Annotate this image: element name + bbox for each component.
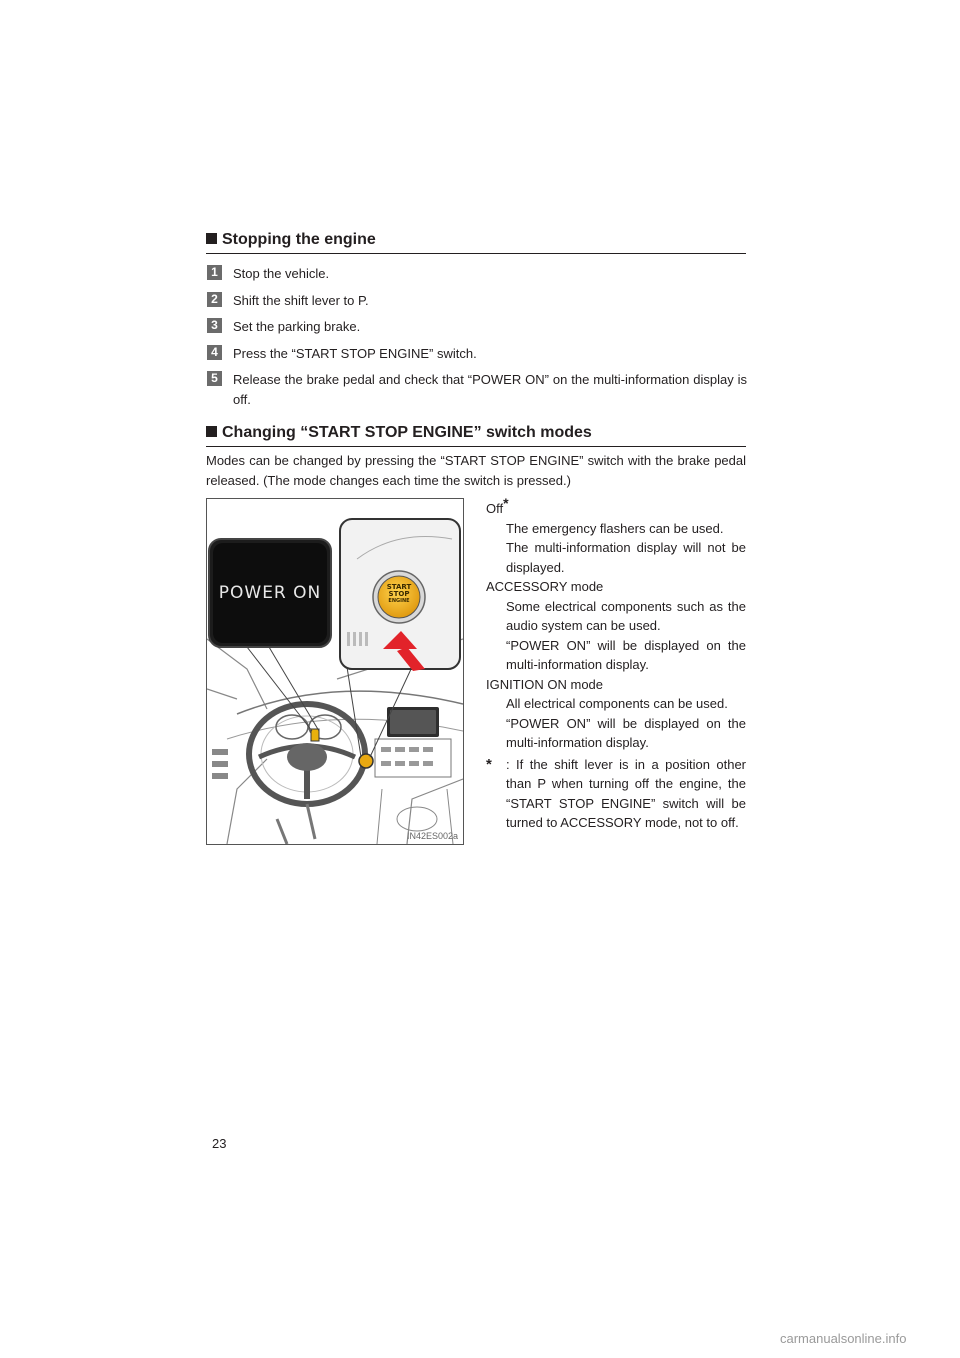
figure-code: IN42ES002a bbox=[406, 831, 458, 841]
mode-off-title: Off* bbox=[486, 495, 509, 516]
mode-ignition-desc-1: All electrical components can be used. bbox=[506, 696, 728, 711]
mode-accessory-title: ACCESSORY mode bbox=[486, 579, 604, 594]
watermark-link[interactable]: carmanualsonline.info bbox=[780, 1331, 907, 1346]
square-bullet-icon bbox=[206, 233, 217, 244]
mode-ignition-title: IGNITION ON mode bbox=[486, 676, 604, 692]
modes-description-column bbox=[486, 494, 746, 833]
power-on-display-text: POWER ON bbox=[218, 583, 322, 603]
square-bullet-icon bbox=[206, 426, 217, 437]
page-number: 23 bbox=[212, 1136, 227, 1151]
modes-intro-paragraph: Modes can be changed by pressing the “START STOP ENGINE” switch with the brake pedal released. (The mode changes each time the switch is pressed.) bbox=[206, 453, 746, 488]
manual-page: Stopping the engine 1 Stop the vehicle. 2 Shift the shift lever to P. 3 Set the parking brake. 4 Press the “START STOP ENGINE” switch. 5 Release the brake pedal and check that “POWER ON” on the multi-information display is off. Changing “START STOP ENGINE” switch modes Modes can be changed by pressing the “START STOP ENGINE” switch with the brake pedal released. (The mode changes each time the switch is pressed.) POWER ON START STOP ENGINE IN42ES002a Off* The emergency flashers can be used. The multi-information display will not be displayed. ACCESSORY mode Some electrical components such as the audio system can be used. “POWER ON” will be displayed on the multi-information display. IGNITION ON mode All electrical components can be used. “POWER ON” will be displayed on the multi-information display. * : If the shift lever is in a position other than P when turning off the engine, the “START STOP ENGINE” switch will be turned to ACCESSORY mode, not to off. 23 carmanualsonline.info bbox=[206, 231, 907, 1346]
footnote: * : If the shift lever is in a position other than P when turning off the engine, the “START STOP ENGINE” switch will be turned to ACCESSORY mode, not to off. bbox=[486, 755, 746, 830]
dashboard-illustration bbox=[206, 498, 464, 845]
mode-ignition-desc-2: “POWER ON” will be displayed on the multi-information display. bbox=[506, 715, 746, 750]
section-heading-stopping: Stopping the engine bbox=[206, 231, 746, 254]
mode-off-desc-1: The emergency flashers can be used. bbox=[506, 520, 724, 536]
mode-accessory-desc-1: Some electrical components such as the audio system can be used. bbox=[506, 598, 746, 633]
mode-accessory-desc-2: “POWER ON” will be displayed on the multi-information display. bbox=[506, 637, 746, 672]
section-heading-modes: Changing “START STOP ENGINE” switch modes bbox=[206, 424, 746, 447]
mode-off-desc-2: The multi-information display will not be displayed. bbox=[506, 540, 746, 575]
start-stop-button-label: START STOP ENGINE bbox=[386, 583, 412, 604]
dashboard-illustration-svg bbox=[207, 499, 463, 844]
